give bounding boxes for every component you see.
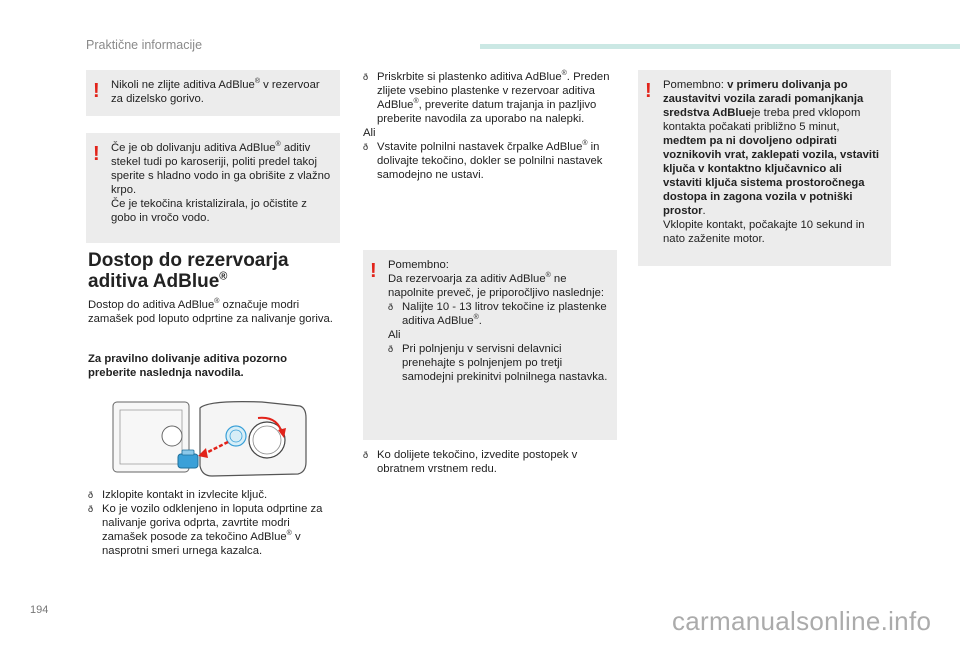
warning-text: Če je ob dolivanju aditiva AdBlue® aditiv stekel tudi po karoseriji, politi predel takoj sperite s hladno vodo in ga obrišite z vlažno krpo. Če je tekočina kristalizirala, jo očistite z gobo in vročo vodo. (111, 141, 331, 224)
warning-icon: ! (645, 80, 652, 102)
step-item: ð Ko dolijete tekočino, izvedite postopek v obratnem vrstnem redu. (363, 448, 617, 476)
fuel-flap-illustration (112, 398, 308, 480)
warning-icon: ! (93, 80, 100, 102)
warning-icon: ! (370, 260, 377, 282)
warning-box-1 (86, 70, 340, 116)
step-item: ð Izklopite kontakt in izvlecite ključ. (88, 488, 338, 502)
steps-col2: ð Priskrbite si plastenko aditiva AdBlue®. Preden zlijete vsebino plastenke v rezervoar aditiva AdBlue®, preverite datum trajanja in pazljivo preberite navodila za uporabo na nalepki. Ali ð Vstavite polnilni nastavek črpalke AdBlue® in dolivajte tekočino, dokler se polnilni nastavek samodejno ne ustavi. (363, 70, 617, 182)
note-item: ð Pri polnjenju v servisni delavnici prenehajte s polnjenjem po tretji samodejni prekinitvi polnilnega nastavka. (388, 342, 609, 384)
step-final (363, 448, 617, 476)
section-bold-note: Za pravilno dolivanje aditiva pozorno preberite naslednja navodila. (88, 353, 287, 379)
section-title: Dostop do rezervoarja aditiva AdBlue® (88, 250, 289, 292)
step-item: ð Ko je vozilo odklenjeno in loputa odprtine za nalivanje goriva odprta, zavrtite modri zamašek posode za tekočino AdBlue® v nasprotni smeri urnega kazalca. (88, 502, 338, 558)
note-item: ð Nalijte 10 - 13 litrov tekočine iz plastenke aditiva AdBlue®. (388, 300, 609, 328)
warning-box-2 (86, 133, 340, 243)
note-box (363, 250, 617, 440)
step-item: ð Priskrbite si plastenko aditiva AdBlue®. Preden zlijete vsebino plastenke v rezervoar aditiva AdBlue®, preverite datum trajanja in pazljivo preberite navodila za uporabo na nalepki. (363, 70, 617, 126)
warning-text: Nikoli ne zlijte aditiva AdBlue® v rezervoar za dizelsko gorivo. (111, 78, 320, 105)
note-text: Pomembno: Da rezervoarja za aditiv AdBlue® ne napolnite preveč, je priporočljivo naslednje: ð Nalijte 10 - 13 litrov tekočine iz plastenke aditiva AdBlue®. Ali ð Pri polnjenju v servisni delavnici prenehajte s polnjenjem po tretji samodejni prekinitvi polnilnega nastavka. (388, 258, 609, 384)
watermark: carmanualsonline.info (672, 606, 932, 636)
header-accent-bar (480, 44, 960, 49)
steps-col1 (88, 488, 338, 558)
section-intro: Dostop do aditiva AdBlue® označuje modri zamašek pod loputo odprtine za nalivanje goriva. (88, 298, 333, 325)
page-number: 194 (30, 604, 49, 616)
important-box (638, 70, 891, 266)
warning-icon: ! (93, 143, 100, 165)
important-text: Pomembno: v primeru dolivanja po zaustavitvi vozila zaradi pomanjkanja sredstva AdBlueje treba pred vklopom kontakta počakati približno 5 minut, medtem pa ni dovoljeno odpirati voznikovih vrat, zaklepati vozila, vstaviti ključa v kontaktno ključavnico ali vstaviti ključa sistema prostoročnega dostopa in zagona vozila v potniški prostor. Vklopite kontakt, počakajte 10 sekund in nato zaženite motor. (663, 79, 879, 245)
running-header: Praktične informacije (86, 38, 203, 52)
step-item: ð Vstavite polnilni nastavek črpalke AdBlue® in dolivajte tekočino, dokler se polnilni nastavek samodejno ne ustavi. (363, 140, 617, 182)
